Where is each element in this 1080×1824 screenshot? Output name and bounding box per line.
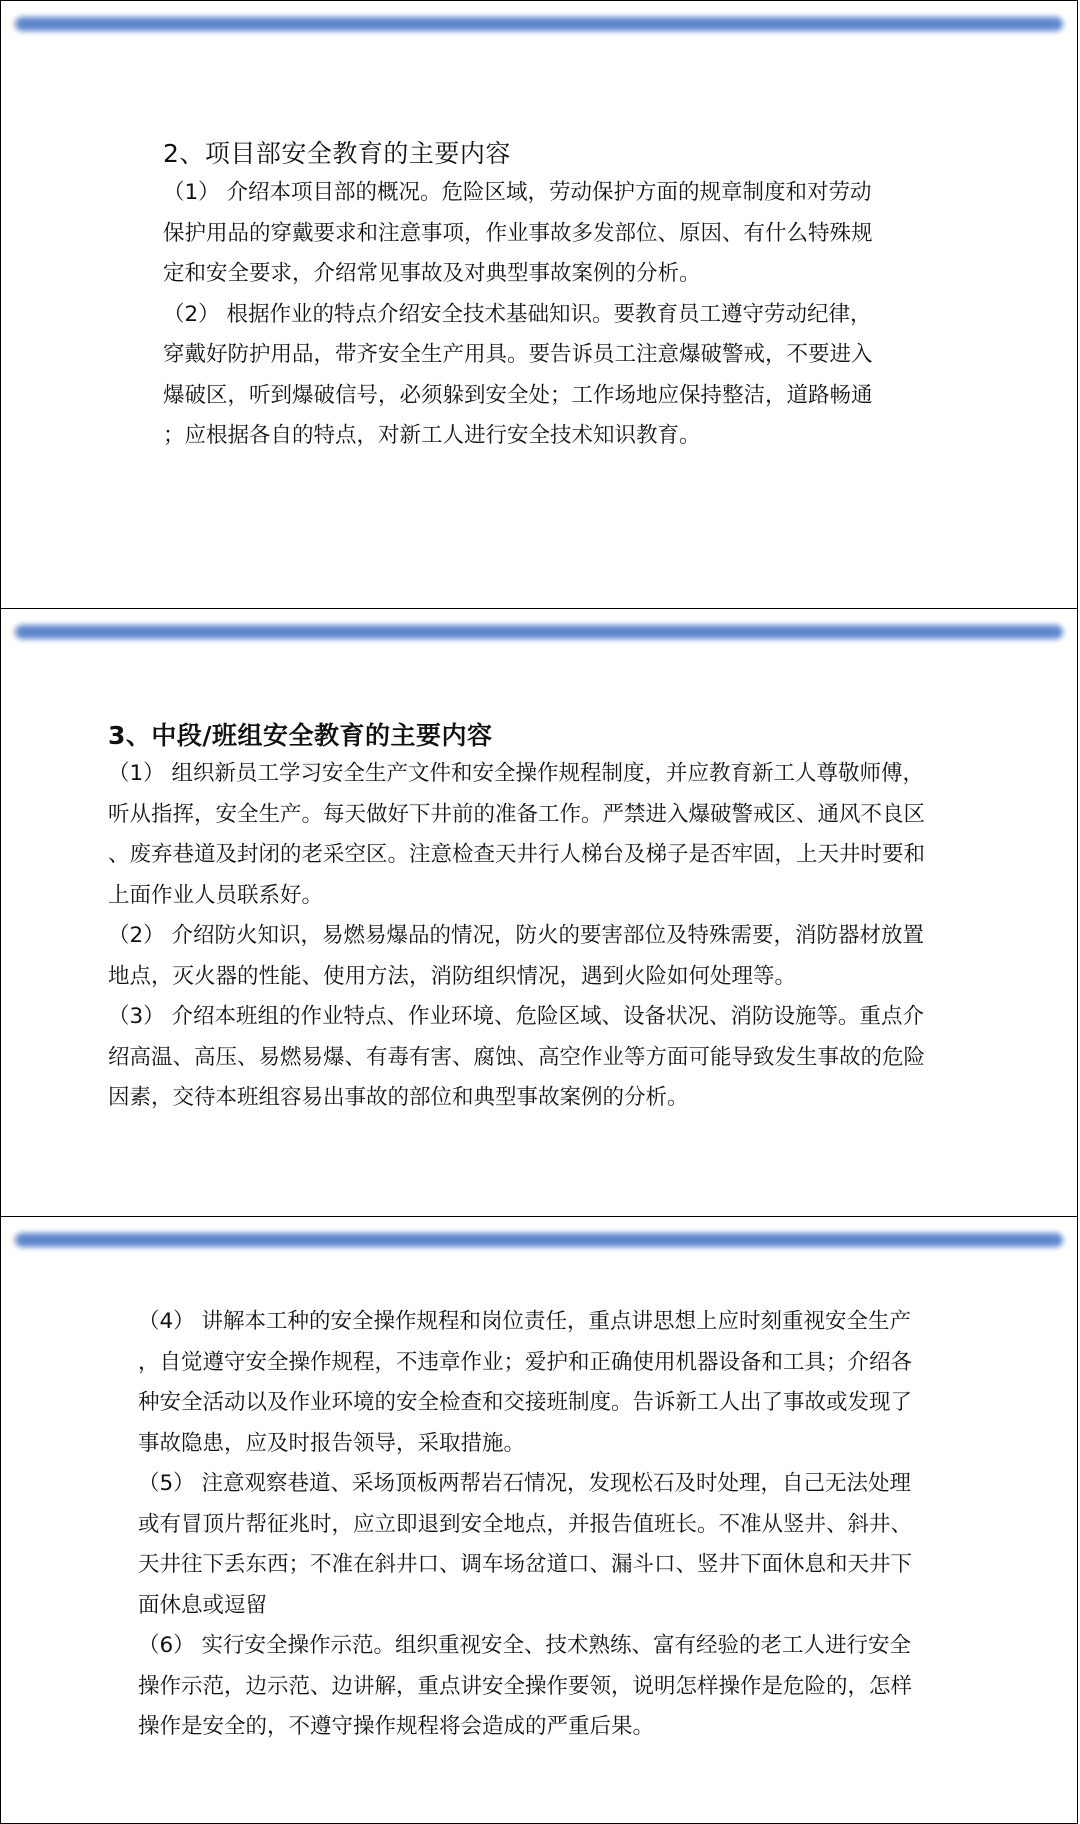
body-line: （2） 根据作业的特点介绍安全技术基础知识。要教育员工遵守劳动纪律， <box>163 301 872 327</box>
blue-header-band <box>15 1233 1063 1247</box>
body-line: （1） 介绍本项目部的概况。危险区域，劳动保护方面的规章制度和对劳动 <box>163 180 872 205</box>
body-line: （2） 介绍防火知识，易燃易爆品的情况，防火的要害部位及特殊需要，消防器材放置 <box>108 923 925 948</box>
slide-title: 2、项目部安全教育的主要内容 <box>163 139 511 168</box>
slide-body <box>108 754 925 1119</box>
body-line: 事故隐患，应及时报告领导，采取措施。 <box>138 1430 526 1456</box>
body-line: 穿戴好防护用品，带齐安全生产用具。要告诉员工注意爆破警戒，不要进入 <box>163 342 873 367</box>
body-line: 操作示范，边示范、边讲解，重点讲安全操作要领，说明怎样操作是危险的，怎样 <box>138 1673 913 1699</box>
slide-section-team <box>0 608 1078 1217</box>
blue-header-band <box>15 17 1063 31</box>
body-line: ；应根据各自的特点，对新工人进行安全技术知识教育。 <box>163 423 701 448</box>
body-line: 操作是安全的，不遵守操作规程将会造成的严重后果。 <box>138 1714 655 1739</box>
body-line: （4） 讲解本工种的安全操作规程和岗位责任，重点讲思想上应时刻重视安全生产 <box>138 1309 912 1334</box>
blue-header-band <box>15 625 1063 639</box>
body-line: 保护用品的穿戴要求和注意事项，作业事故多发部位、原因、有什么特殊规 <box>163 220 873 246</box>
body-line: 种安全活动以及作业环境的安全检查和交接班制度。告诉新工人出了事故或发现了 <box>138 1390 913 1415</box>
body-line: 因素，交待本班组容易出事故的部位和典型事故案例的分析。 <box>108 1085 689 1110</box>
body-line: （6） 实行安全操作示范。组织重视安全、技术熟练、富有经验的老工人进行安全 <box>138 1633 912 1658</box>
body-line: ，自觉遵守安全操作规程，不违章作业；爱护和正确使用机器设备和工具；介绍各 <box>138 1349 913 1375</box>
slide-body <box>163 173 873 457</box>
body-line: （5） 注意观察巷道、采场顶板两帮岩石情况，发现松石及时处理，自己无法处理 <box>138 1471 912 1496</box>
slide-project-department <box>0 0 1078 609</box>
slide-body <box>138 1302 912 1748</box>
body-line: 听从指挥，安全生产。每天做好下井前的准备工作。严禁进入爆破警戒区、通风不良区 <box>108 801 926 827</box>
body-line: 天井往下丢东西；不准在斜井口、调车场岔道口、漏斗口、竖井下面休息和天井下 <box>138 1552 913 1577</box>
body-line: 或有冒顶片帮征兆时，应立即退到安全地点，并报告值班长。不准从竖井、斜井、 <box>138 1511 913 1537</box>
body-line: （1） 组织新员工学习安全生产文件和安全操作规程制度，并应教育新工人尊敬师傅， <box>108 761 925 786</box>
slide-title: 3、中段/班组安全教育的主要内容 <box>108 721 493 750</box>
slide-continuation <box>0 1216 1078 1824</box>
body-line: 爆破区，听到爆破信号，必须躲到安全处；工作场地应保持整洁，道路畅通 <box>163 382 873 408</box>
body-line: 绍高温、高压、易燃易爆、有毒有害、腐蚀、高空作业等方面可能导致发生事故的危险 <box>108 1044 926 1070</box>
body-line: 地点，灭火器的性能、使用方法，消防组织情况，遇到火险如何处理等。 <box>108 963 797 989</box>
body-line: （3） 介绍本班组的作业特点、作业环境、危险区域、设备状况、消防设施等。重点介 <box>108 1004 925 1029</box>
body-line: 、废弃巷道及封闭的老采空区。注意检查天井行人梯台及梯子是否牢固，上天井时要和 <box>108 842 926 867</box>
body-line: 定和安全要求，介绍常见事故及对典型事故案例的分析。 <box>163 261 701 286</box>
body-line: 面休息或逗留 <box>138 1592 268 1618</box>
body-line: 上面作业人员联系好。 <box>108 882 324 908</box>
